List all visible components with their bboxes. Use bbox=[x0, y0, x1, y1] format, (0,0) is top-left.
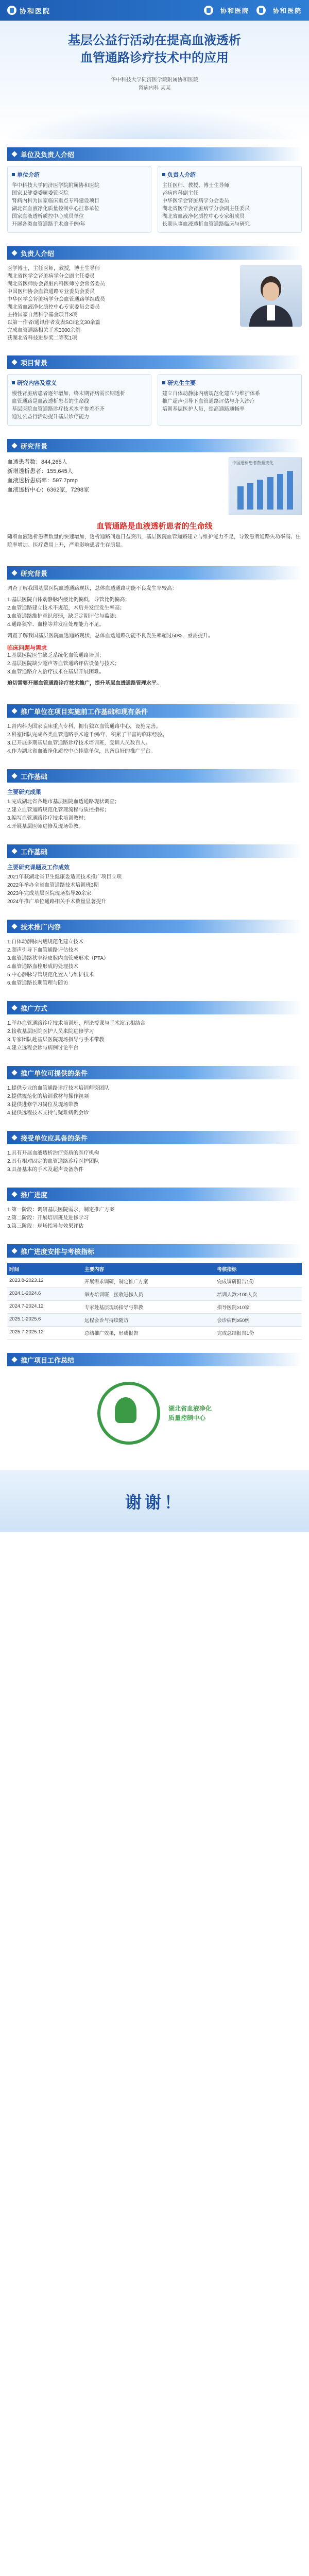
card-line: 血管通路是血液透析患者的生命线 bbox=[12, 399, 89, 404]
chart-caption: 中国透析患者数量变化 bbox=[232, 461, 273, 465]
title-line-1: 基层公益行活动在提高血液透析 bbox=[68, 33, 241, 47]
section-header bbox=[7, 147, 302, 161]
section-header bbox=[7, 1001, 302, 1014]
profile-line: 获湖北省科技进步奖二等奖1项 bbox=[7, 335, 77, 341]
list-item: 2.第二阶段：开展培训班及进修学习 bbox=[7, 1215, 89, 1221]
profile-line: 中华医学会肾脏病学分会血管通路学组成员 bbox=[7, 297, 105, 302]
card-lines bbox=[12, 182, 147, 228]
section-header bbox=[7, 1066, 302, 1079]
table-cell: 开展需求调研，制定推广方案 bbox=[82, 1275, 215, 1288]
table-cell: 总结推广效果，形成报告 bbox=[82, 1327, 215, 1340]
table-cell: 2025.7-2025.12 bbox=[7, 1327, 82, 1340]
list-item: 3.第三阶段：现场指导与效果评估 bbox=[7, 1224, 84, 1229]
list-item: 1.提供专业的血管通路诊疗技术培训师资团队 bbox=[7, 1086, 110, 1091]
brand-right bbox=[204, 6, 302, 15]
section-title: 接受单位应具备的条件 bbox=[21, 1134, 88, 1142]
list-item: 4.作为湖北省血液净化质控中心挂靠单位，具备良好的推广平台。 bbox=[7, 749, 156, 754]
card-line: 推广超声引导下血管通路评估与介入治疗 bbox=[162, 399, 255, 404]
progress-section bbox=[0, 1179, 309, 1236]
square-icon bbox=[12, 381, 15, 384]
diamond-icon bbox=[11, 570, 17, 575]
list-item: 1.基层医院自体动静脉内瘘比例偏低，导管比例偏高； bbox=[7, 597, 130, 603]
card-line: 开展各类血管通路手术逾千例/年 bbox=[12, 222, 85, 227]
section-header bbox=[7, 1131, 302, 1144]
table-cell: 2024.1-2024.6 bbox=[7, 1288, 82, 1301]
section-header bbox=[7, 920, 302, 933]
profile-body bbox=[7, 265, 302, 342]
brand-left-label: 协和医院 bbox=[20, 7, 51, 15]
research-section bbox=[0, 431, 309, 558]
list-item: 1.举办血管通路诊疗技术培训班，理论授课与手术演示相结合 bbox=[7, 1021, 146, 1026]
content-card bbox=[7, 374, 151, 426]
column-header: 主要内容 bbox=[82, 1263, 215, 1275]
list-item: 1.自体动静脉内瘘规范化建立技术 bbox=[7, 939, 84, 945]
list-item: 3.具备基本的手术及超声设备条件 bbox=[7, 1167, 84, 1173]
chart-bar bbox=[277, 474, 283, 510]
table-row bbox=[7, 1327, 302, 1340]
card-line: 肾病内科为国家临床重点专科建设项目 bbox=[12, 198, 99, 204]
list-item: 2022年举办全省血管通路技术培训班3期 bbox=[7, 883, 99, 888]
plan-section bbox=[0, 1236, 309, 1345]
card-lines bbox=[162, 390, 297, 413]
list-item: 2024年推广单位通路相关手术数量显著提升 bbox=[7, 899, 107, 905]
profile-line: 完成血管通路相关手术3000余例 bbox=[7, 328, 81, 333]
subtitle-line-1: 华中科技大学同济医学院附属协和医院 bbox=[111, 77, 198, 83]
profile-line: 湖北省医师协会肾脏内科医师分会常务委员 bbox=[7, 281, 105, 287]
diamond-icon bbox=[11, 1005, 17, 1010]
chart-bar bbox=[237, 486, 244, 510]
card-line: 肾病内科副主任 bbox=[162, 191, 198, 196]
page-title bbox=[0, 32, 309, 67]
work-results-section bbox=[0, 836, 309, 911]
card-line: 建立自体动静脉内瘘规范化建立与维护体系 bbox=[162, 391, 260, 397]
paragraph: 调查了解我国基层医院血透通路现状，总体血透通路功能不良发生率超过50%，亟需提升。 bbox=[7, 633, 214, 639]
section-title: 技术推广内容 bbox=[21, 923, 61, 931]
department-logo-icon bbox=[97, 1382, 160, 1445]
method-section bbox=[0, 993, 309, 1058]
card-title-text: 单位介绍 bbox=[17, 172, 40, 178]
section-header bbox=[7, 769, 302, 783]
leader-card bbox=[158, 166, 302, 233]
table-row bbox=[7, 1301, 302, 1314]
section-title: 单位及负责人介绍 bbox=[21, 150, 75, 159]
card-line: 湖北省血液净化质控中心专家组成员 bbox=[162, 214, 245, 219]
work-section bbox=[0, 761, 309, 836]
table-cell: 培训人数≥100人次 bbox=[215, 1288, 302, 1301]
summary-section bbox=[0, 1345, 309, 1460]
subsection-title: 主要研究成果 bbox=[7, 789, 41, 795]
list-item: 3.提供进修学习岗位及现场带教 bbox=[7, 1102, 79, 1108]
unit-section bbox=[0, 139, 309, 238]
diamond-icon bbox=[11, 151, 17, 157]
table-cell: 指导医院≥10家 bbox=[215, 1301, 302, 1314]
section-header bbox=[7, 246, 302, 260]
card-title bbox=[12, 379, 147, 387]
diamond-icon bbox=[11, 1357, 17, 1362]
hero-subtitle bbox=[0, 76, 309, 93]
unit-card bbox=[7, 166, 151, 233]
profile-line: 湖北省医学会肾脏病学分会副主任委员 bbox=[7, 274, 95, 279]
subsection-title: 主要研究课题及工作成效 bbox=[7, 865, 70, 871]
section-header bbox=[7, 439, 302, 452]
photo-shirt bbox=[267, 305, 275, 320]
table-cell: 举办培训班，接收进修人员 bbox=[82, 1288, 215, 1301]
table-cell: 2025.1-2025.6 bbox=[7, 1314, 82, 1327]
card-title-text: 负责人介绍 bbox=[167, 172, 196, 178]
list-item: 4.通路狭窄、血栓等并发症处理能力不足。 bbox=[7, 622, 105, 628]
list-item: 2023年完成基层医院现场指导20余家 bbox=[7, 891, 92, 896]
card-line: 培训基层医护人员，提高通路通畅率 bbox=[162, 406, 245, 412]
brand-right-label-2: 协和医院 bbox=[272, 7, 302, 14]
summary-text: 迫切需要开展血管通路诊疗技术推广，提升基层血透通路管理水平。 bbox=[7, 681, 162, 686]
section-header bbox=[7, 1188, 302, 1201]
list-item: 3.编写血管通路诊疗技术培训教材； bbox=[7, 816, 89, 821]
card-line: 国家卫健委委属委管医院 bbox=[12, 191, 68, 196]
hero bbox=[0, 21, 309, 139]
table-cell: 完成调研报告1份 bbox=[215, 1275, 302, 1288]
brand-left bbox=[7, 6, 50, 15]
list-item: 3.已开展多期基层血管通路诊疗技术培训班，受训人员数百人。 bbox=[7, 740, 151, 746]
diamond-icon bbox=[11, 773, 17, 778]
square-icon bbox=[162, 173, 165, 176]
list-item: 4.提供远程技术支持与疑难病例会诊 bbox=[7, 1110, 89, 1116]
research2-section bbox=[0, 558, 309, 696]
goal-card bbox=[158, 374, 302, 426]
section-header bbox=[7, 355, 302, 369]
card-title-text: 研究内容及意义 bbox=[17, 380, 57, 386]
table-cell: 专家赴基层现场指导与带教 bbox=[82, 1301, 215, 1314]
list-item: 2.超声引导下血管通路评估技术 bbox=[7, 947, 79, 953]
chart-bar bbox=[257, 480, 263, 510]
list-item: 2.具有相对固定的血管通路诊疗医护团队 bbox=[7, 1159, 99, 1164]
profile-line: 以第一作者/通讯作者发表SCI论文30余篇 bbox=[7, 320, 100, 326]
card-lines bbox=[162, 182, 297, 228]
card-title bbox=[162, 379, 297, 387]
card-line: 华中科技大学同济医学院附属协和医院 bbox=[12, 183, 99, 189]
research-stats bbox=[7, 457, 302, 515]
unit-cards bbox=[7, 166, 302, 233]
section-title: 研究背景 bbox=[21, 569, 48, 578]
diamond-icon bbox=[11, 848, 17, 854]
profile-section bbox=[0, 238, 309, 347]
list-item: 1.完成湖北省各地市基层医院血透通路现状调查； bbox=[7, 799, 120, 805]
square-icon bbox=[162, 381, 165, 384]
stat-list bbox=[7, 457, 220, 495]
list-item: 2021年获湖北省卫生健康委适宜技术推广项目立项 bbox=[7, 874, 122, 880]
section-title: 研究背景 bbox=[21, 442, 48, 450]
red-subtitle: 临床问题与需求 bbox=[7, 645, 47, 651]
section-title: 推广进度安排与考核指标 bbox=[21, 1247, 95, 1256]
profile-line: 主持国家自然科学基金项目3项 bbox=[7, 312, 77, 318]
thanks-banner bbox=[0, 1470, 309, 1532]
plan-table bbox=[7, 1263, 302, 1340]
leader-photo bbox=[240, 265, 302, 327]
section-title: 工作基础 bbox=[21, 772, 48, 781]
list-item: 4.开展基层医师进修及现场带教。 bbox=[7, 824, 84, 829]
hero-wave-decoration bbox=[0, 108, 309, 139]
table-header-row bbox=[7, 1263, 302, 1275]
card-line: 主任医师、教授、博士生导师 bbox=[162, 183, 229, 189]
section-title: 推广项目工作总结 bbox=[21, 1356, 75, 1364]
brand-right-label-1: 协和医院 bbox=[220, 7, 249, 14]
section-title: 负责人介绍 bbox=[21, 249, 55, 258]
section-header bbox=[7, 1353, 302, 1366]
conditions-section bbox=[0, 1058, 309, 1123]
department-name bbox=[168, 1404, 212, 1422]
table-cell: 会诊病例≥50例 bbox=[215, 1314, 302, 1327]
table-row bbox=[7, 1314, 302, 1327]
stat-line: 新增透析患者：155,645人 bbox=[7, 468, 73, 474]
diamond-icon bbox=[11, 359, 17, 365]
chart-bar bbox=[267, 477, 273, 510]
list-item: 1.具有开展血液透析治疗资质的医疗机构 bbox=[7, 1150, 99, 1156]
card-title-text: 研究生主要 bbox=[167, 380, 196, 386]
list-item: 2.建立血管通路规范化管理流程与质控指标； bbox=[7, 807, 110, 813]
section-title: 推广方式 bbox=[21, 1004, 48, 1012]
title-line-2: 血管通路诊疗技术中的应用 bbox=[80, 51, 229, 65]
section-title: 项目背景 bbox=[21, 359, 48, 367]
card-line: 慢性肾脏病患者逐年增加，终末期肾病需长期透析 bbox=[12, 391, 125, 397]
card-title bbox=[162, 171, 297, 179]
profile-line: 医学博士，主任医师，教授，博士生导师 bbox=[7, 266, 100, 272]
photo-face bbox=[263, 282, 279, 301]
section-header bbox=[7, 1244, 302, 1258]
list-item: 5.中心静脉导管规范化置入与维护技术 bbox=[7, 972, 94, 978]
diamond-icon bbox=[11, 1191, 17, 1197]
background-section bbox=[0, 347, 309, 431]
table-cell: 2024.7-2024.12 bbox=[7, 1301, 82, 1314]
section-title: 推广单位可提供的条件 bbox=[21, 1069, 88, 1077]
diamond-icon bbox=[11, 443, 17, 448]
stat-line: 血液透析中心：6362家，7298家 bbox=[7, 487, 89, 493]
diamond-icon bbox=[11, 1248, 17, 1253]
diamond-icon bbox=[11, 923, 17, 929]
section-header bbox=[7, 844, 302, 858]
list-item: 1.肾内科为国家临床重点专科，拥有独立血管通路中心，设施完善。 bbox=[7, 724, 161, 730]
profile-line: 湖北省血液净化质控中心专家委员会委员 bbox=[7, 304, 100, 310]
table-row bbox=[7, 1275, 302, 1288]
column-header: 考核指标 bbox=[215, 1263, 302, 1275]
card-line: 中华医学会肾脏病学分会委员 bbox=[162, 198, 229, 204]
list-item: 3.血管通路狭窄经皮腔内血管成形术（PTA） bbox=[7, 956, 109, 961]
needs-section bbox=[0, 1123, 309, 1179]
diamond-icon bbox=[11, 250, 17, 256]
department-logo-block bbox=[7, 1371, 302, 1455]
list-item: 1.第一阶段：调研基层医院需求，制定推广方案 bbox=[7, 1207, 115, 1213]
subtitle-line-2: 肾病内科 某某 bbox=[138, 86, 171, 91]
card-title bbox=[12, 171, 147, 179]
table-cell: 完成总结报告1份 bbox=[215, 1327, 302, 1340]
stat-line: 血液透析患病率：597.7pmp bbox=[7, 478, 78, 484]
highlight-quote: 血管通路是血液透析患者的生命线 bbox=[96, 522, 213, 531]
patient-growth-chart bbox=[229, 457, 302, 515]
diamond-icon bbox=[11, 1134, 17, 1140]
tech-section bbox=[0, 911, 309, 993]
section-title: 推广进度 bbox=[21, 1191, 48, 1199]
section-title: 工作基础 bbox=[21, 848, 48, 856]
diamond-icon bbox=[11, 1070, 17, 1075]
card-line: 长期从事血液透析血管通路临床与研究 bbox=[162, 222, 250, 227]
card-line: 湖北省血液净化质量控制中心挂靠单位 bbox=[12, 206, 99, 212]
table-cell: 远程会诊与持续随访 bbox=[82, 1314, 215, 1327]
list-item: 2.血管通路建立技术不规范，术后并发症发生率高； bbox=[7, 605, 125, 611]
chart-bar bbox=[247, 483, 253, 510]
card-line: 湖北省医学会肾脏病学分会副主任委员 bbox=[162, 206, 250, 212]
top-banner bbox=[0, 0, 309, 21]
section-title: 推广单位在项目实施前工作基础和现有条件 bbox=[21, 707, 148, 716]
background-cards bbox=[7, 374, 302, 426]
profile-list bbox=[7, 265, 234, 342]
list-item: 4.建立远程会诊与病例讨论平台 bbox=[7, 1045, 79, 1051]
chart-bar bbox=[287, 471, 293, 510]
card-line: 通过公益行活动提升基层诊疗能力 bbox=[12, 414, 89, 420]
section-header bbox=[7, 704, 302, 718]
card-lines bbox=[12, 390, 147, 421]
list-item: 4.血管通路血栓形成的处理技术 bbox=[7, 964, 79, 970]
hospital-logo-icon bbox=[256, 6, 266, 15]
department-name-line: 质量控制中心 bbox=[168, 1414, 205, 1421]
list-item: 2.接收基层医院医护人员来院进修学习 bbox=[7, 1029, 94, 1035]
list-item: 1.基层医院医生缺乏系统化血管通路培训； bbox=[7, 653, 105, 658]
thanks-text: 谢谢！ bbox=[125, 1493, 184, 1512]
research-paragraph: 随着血液透析患者数量的快速增加，透析通路问题日益突出，基层医院血管通路建立与维护能力不足，导致患者通路失功率高、住院率增加、医疗费用上升，严重影响患者生存质量。 bbox=[7, 534, 301, 548]
list-item: 3.专家团队赴基层医院现场指导与手术带教 bbox=[7, 1037, 105, 1043]
list-item: 6.血管通路长期管理与随访 bbox=[7, 980, 68, 986]
hospital-logo-icon bbox=[7, 6, 16, 15]
project-section bbox=[0, 696, 309, 761]
section-header bbox=[7, 566, 302, 580]
list-item: 2.提供规范化的培训教材与操作视频 bbox=[7, 1094, 89, 1099]
hospital-logo-icon bbox=[204, 6, 213, 15]
list-item: 2.科室团队完成各类血管通路手术逾千例/年，积累了丰富的临床经验。 bbox=[7, 732, 168, 738]
card-line: 国家血液透析质控中心成员单位 bbox=[12, 214, 84, 219]
card-line: 基层医院血管通路诊疗技术水平参差不齐 bbox=[12, 406, 105, 412]
list-item: 3.血管通路介入治疗技术在基层开展困难。 bbox=[7, 669, 105, 675]
department-name-line: 湖北省血液净化 bbox=[168, 1405, 212, 1412]
square-icon bbox=[12, 173, 15, 176]
table-row bbox=[7, 1288, 302, 1301]
list-item: 3.血管通路维护意识薄弱，缺乏定期评估与监测； bbox=[7, 614, 120, 619]
column-header: 时间 bbox=[7, 1263, 82, 1275]
paragraph: 调查了解我国基层医院血透通路现状，总体血透通路功能不良发生率较高： bbox=[7, 586, 177, 591]
table-cell: 2023.8-2023.12 bbox=[7, 1275, 82, 1288]
profile-line: 中国医师协会血管通路专业委员会委员 bbox=[7, 289, 95, 295]
stat-line: 血透患者数：844,265人 bbox=[7, 459, 67, 465]
diamond-icon bbox=[11, 708, 17, 714]
list-item: 2.基层医院缺少超声等血管通路评估设备与技术； bbox=[7, 661, 120, 667]
